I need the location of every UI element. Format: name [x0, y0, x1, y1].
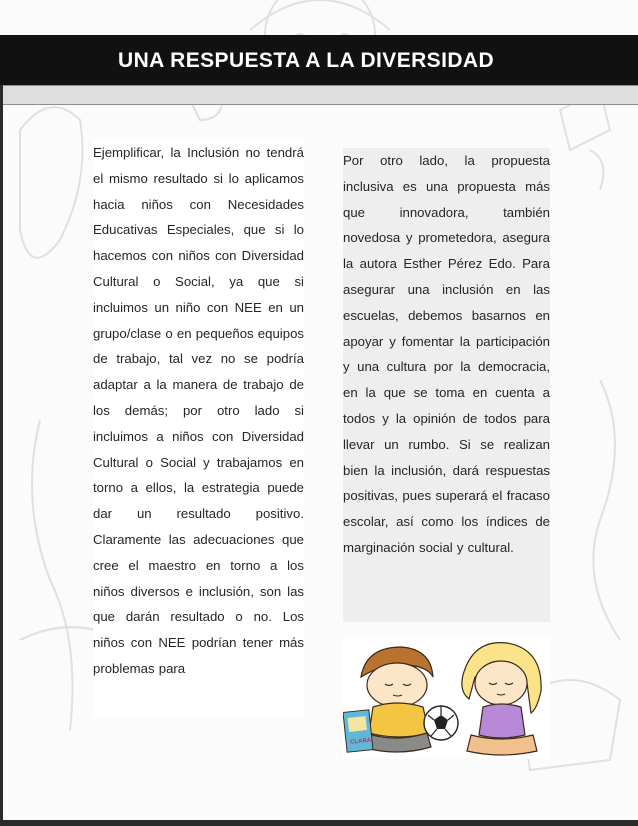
left-border-rule: [0, 85, 3, 826]
right-column-paragraph: Por otro lado, la propuesta inclusiva es una propuesta más que innovadora, también novedosa y prometedora, asegura la autora Esther Pérez Edo. Para asegurar una inclusión en las escuelas, debemos basarnos en apoyar y fomentar la participación y una cultura por la democracia, en la que se toma en cuenta a todos y la opinión de todos para llevar un rumbo. Si se realizan bien la inclusión, dará respuestas positivas, pues superará el fracaso escolar, así como los índices de marginación social y cultural.: [343, 153, 550, 555]
soccer-ball-icon: [424, 706, 458, 740]
book-label: CLARA: [349, 737, 372, 746]
header-edge-stripe: [0, 85, 638, 105]
children-illustration: [343, 637, 550, 759]
book-icon: [343, 710, 373, 752]
girl-icon: [462, 643, 541, 755]
children-illustration-svg: [343, 637, 550, 759]
right-text-column: [343, 148, 550, 622]
page-title: UNA RESPUESTA A LA DIVERSIDAD: [118, 49, 495, 72]
left-column-paragraph: Ejemplificar, la Inclusión no tendrá el mismo resultado si lo aplicamos hacia niños con Necesidades Educativas Especiales, que si lo hacemos con niños con Diversidad Cultural o Social, ya que si incluimos un niño con NEE en un grupo/clase o en pequeños equipos de trabajo, tal vez no se podría adaptar a la manera de trabajo de los demás; por otro lado si incluimos a niños con Diversidad Cultural o Social y trabajamos en torno a ellos, la estrategia puede dar un resultado positivo. Claramente las adecuaciones que cree el maestro en torno a los niños diversos e inclusión, son las que darán resultado o no. Los niños con NEE podrían tener más problemas para: [93, 145, 304, 676]
bottom-border-rule: [0, 820, 638, 826]
left-text-column: [93, 140, 304, 718]
